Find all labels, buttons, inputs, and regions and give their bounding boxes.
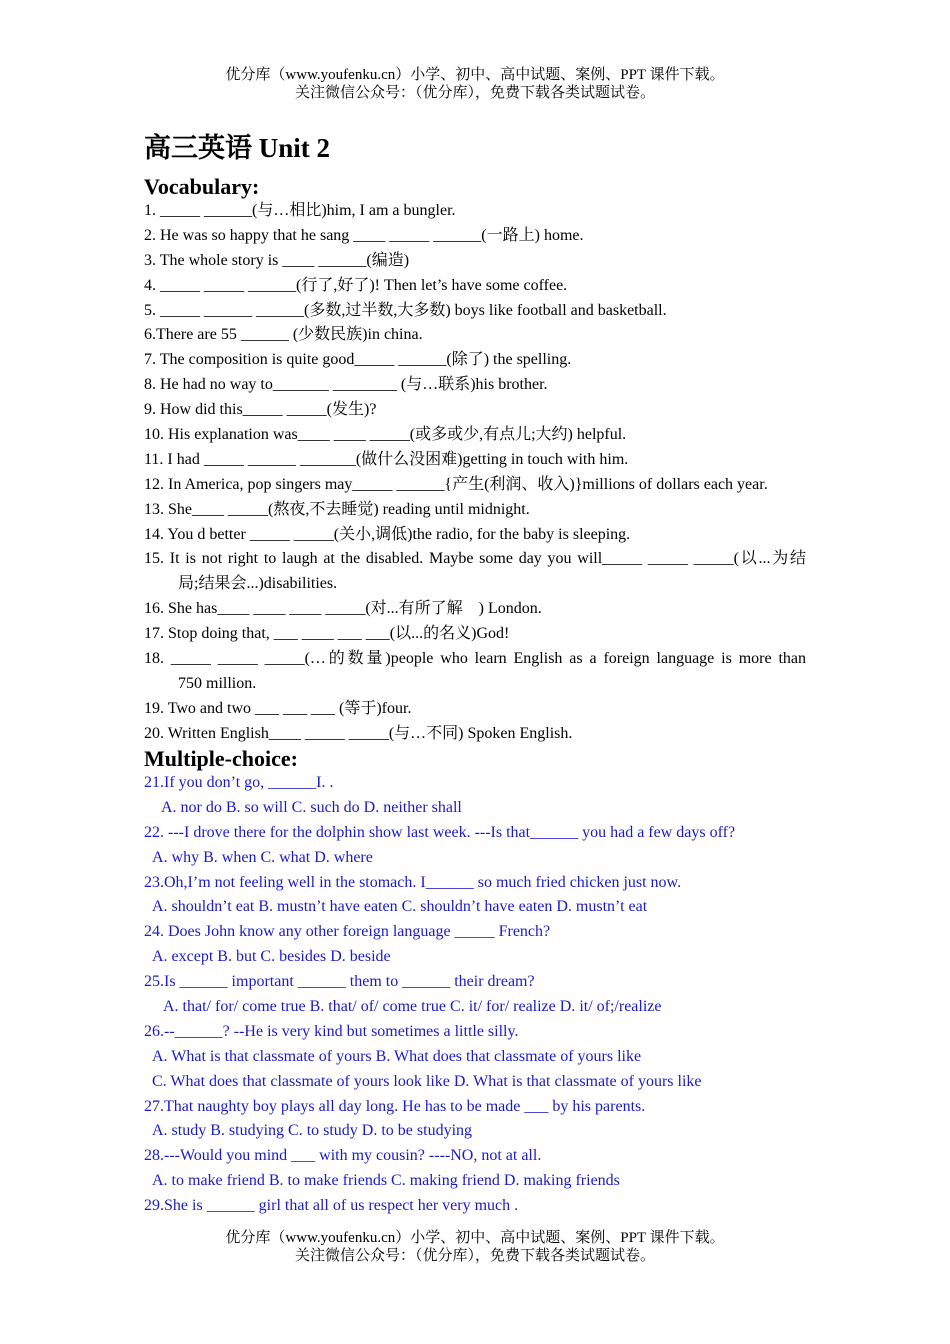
page-title: 高三英语 Unit 2: [144, 133, 331, 163]
vocab-item-2: 2. He was so happy that he sang ____ _____ ______(一路上) home.: [144, 226, 584, 244]
vocab-item-14: 14. You d better _____ _____(关小,调低)the radio, for the baby is sleeping.: [144, 525, 631, 543]
vocab-item-19: 19. Two and two ___ ___ ___ (等于)four.: [144, 699, 412, 717]
page-header: [0, 66, 950, 102]
vocab-item-12: 12. In America, pop singers may_____ ______{产生(利润、收入)}millions of dollars each year.: [144, 475, 768, 493]
vocab-item-3: 3. The whole story is ____ ______(编造): [144, 251, 410, 269]
vocabulary-heading: Vocabulary:: [144, 174, 260, 199]
vocab-item-11: 11. I had _____ ______ _______(做什么没困难)getting in touch with him.: [144, 450, 629, 468]
question-29: 29.She is ______ girl that all of us respect her very much .: [144, 1197, 519, 1215]
question-26: 26.--______? --He is very kind but sometimes a little silly.: [144, 1022, 519, 1040]
question-27-options: A. study B. studying C. to study D. to be studying: [152, 1122, 473, 1140]
vocab-item-8: 8. He had no way to_______ ________ (与…联系)his brother.: [144, 376, 548, 394]
vocab-item-17: 17. Stop doing that, ___ ____ ___ ___(以...的名义)God!: [144, 625, 510, 643]
question-27: 27.That naughty boy plays all day long. He has to be made ___ by his parents.: [144, 1097, 646, 1115]
question-21-options: A. nor do B. so will C. such do D. neither shall: [161, 798, 462, 816]
question-25-options: A. that/ for/ come true B. that/ of/ come true C. it/ for/ realize D. it/ of;/realize: [163, 998, 662, 1016]
header-line-2: 关注微信公众号：（优分库），免费下载各类试题试卷。: [294, 85, 655, 101]
footer-line-2: 关注微信公众号：（优分库），免费下载各类试题试卷。: [294, 1248, 655, 1264]
question-22-options: A. why B. when C. what D. where: [152, 848, 373, 866]
vocab-item-1: 1. _____ ______(与…相比)him, I am a bungler.: [144, 202, 456, 219]
question-26-options-ab: A. What is that classmate of yours B. What does that classmate of yours like: [152, 1047, 642, 1065]
question-22: 22. ---I drove there for the dolphin show last week. ---Is that______ you had a few days off?: [144, 823, 736, 841]
vocab-item-10: 10. His explanation was____ ____ _____(或多或少,有点儿;大约) helpful.: [144, 426, 627, 444]
vocab-item-5: 5. _____ ______ ______(多数,过半数,大多数) boys like football and basketball.: [144, 301, 667, 319]
vocab-item-6: 6.There are 55 ______ (少数民族)in china.: [144, 326, 423, 344]
page-footer: [0, 1229, 950, 1265]
vocabulary-list: [144, 199, 806, 747]
vocab-item-7: 7. The composition is quite good_____ ______(除了) the spelling.: [144, 351, 572, 369]
multiple-choice-heading: Multiple-choice:: [144, 746, 298, 771]
question-21: 21.If you don’t go, ______I. .: [144, 774, 334, 791]
question-25: 25.Is ______ important ______ them to ______ their dream?: [144, 973, 535, 991]
question-23: 23.Oh,I’m not feeling well in the stomach. I______ so much fried chicken just now.: [144, 873, 682, 891]
multiple-choice-list: [144, 771, 806, 1219]
header-line-1: 优分库（www.youfenku.cn）小学、初中、高中试题、案例、PPT 课件下载。: [225, 67, 725, 83]
question-28: 28.---Would you mind ___ with my cousin? ----NO, not at all.: [144, 1147, 542, 1165]
vocab-item-15: 15. It is not right to laugh at the disabled. Maybe some day you will_____ _____ _____(以...为结: [144, 550, 806, 568]
question-24-options: A. except B. but C. besides D. beside: [152, 948, 391, 966]
footer-line-1: 优分库（www.youfenku.cn）小学、初中、高中试题、案例、PPT 课件下载。: [225, 1230, 725, 1246]
question-26-options-cd: C. What does that classmate of yours look like D. What is that classmate of yours like: [152, 1072, 702, 1090]
vocab-item-4: 4. _____ _____ ______(行了,好了)! Then let’s have some coffee.: [144, 276, 568, 294]
vocab-item-16: 16. She has____ ____ ____ _____(对...有所了解 ) London.: [144, 600, 542, 618]
vocab-item-20: 20. Written English____ _____ _____(与…不同) Spoken English.: [144, 724, 573, 742]
vocab-item-9: 9. How did this_____ _____(发生)?: [144, 401, 377, 419]
vocab-item-18: 18. _____ _____ _____(…的数量)people who learn English as a foreign language is more than: [144, 650, 806, 668]
question-24: 24. Does John know any other foreign language _____ French?: [144, 923, 551, 941]
vocab-item-13: 13. She____ _____(熬夜,不去睡觉) reading until midnight.: [144, 500, 530, 518]
vocab-item-15-cont: 局;结果会...)disabilities.: [178, 575, 338, 593]
question-28-options: A. to make friend B. to make friends C. making friend D. making friends: [152, 1172, 620, 1190]
vocab-item-18-cont: 750 million.: [178, 674, 257, 692]
question-23-options: A. shouldn’t eat B. mustn’t have eaten C. shouldn’t have eaten D. mustn’t eat: [152, 898, 648, 916]
